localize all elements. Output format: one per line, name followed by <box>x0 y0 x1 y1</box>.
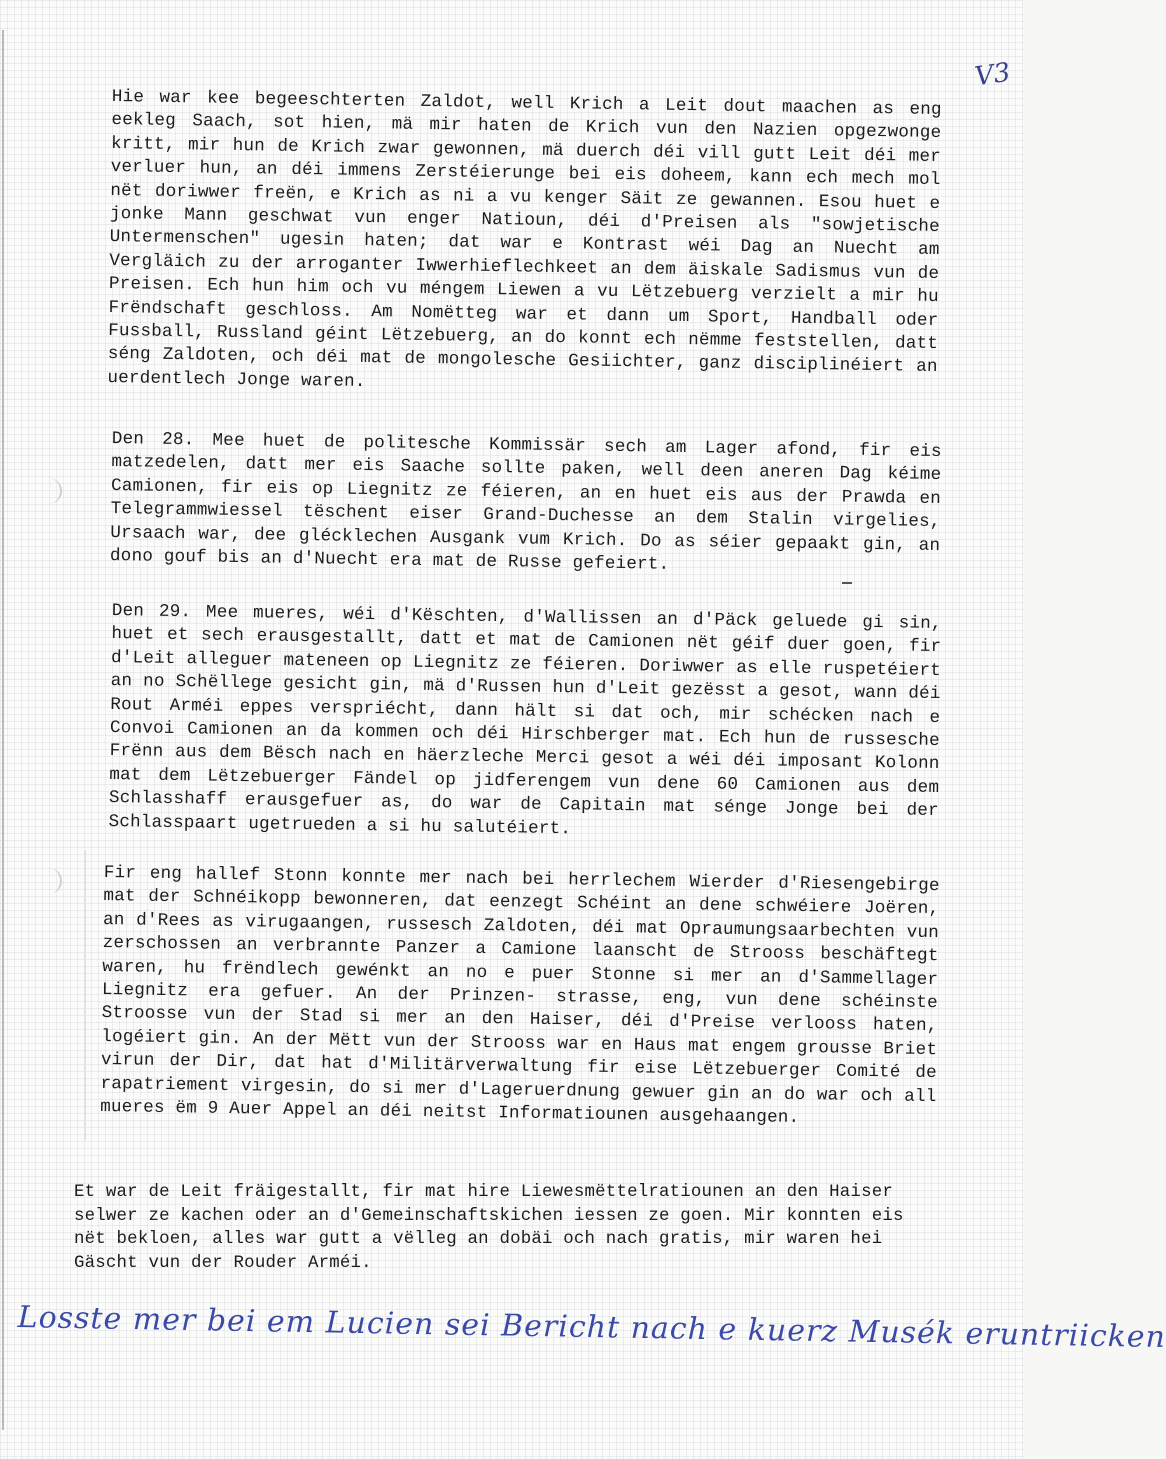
handwritten-note: Losste mer bei em Lucien sei Bericht nach e kuerz Musék eruntriicken <box>17 1300 1166 1356</box>
paragraph-3: Den 29. Mee mueres, wéi d'Këschten, d'Wallissen an d'Päck geluede gi sin, huet et sech erausgestallt, datt et mat de Camionen nët géif duer goen, fir d'Leit alleguer mateneen op Liegnitz ze féieren. Doriwwer as elle ruspetéiert an no Schëllege gesicht gin, mä d'Russen hun d'Leit gezësst a gesot, wann déi Rout Arméi eppes verspriécht, dann hält si dat och, mir schécken nach e Convoi Camionen an da kommen och déi Hirschberger mat. Ech hun de russesche Frënn aus dem Bësch nach en häerzleche Merci gesot a wéi déi imposant Kolonn mat dem Lëtzebuerger Fändel op jidferengem vun dene 60 Camionen aus dem Schlasshaff erausgefuer as, do war de Capitain mat sénge Jonge bei der Schlasspaart ugetrueden a si hu salutéiert. <box>108 600 942 839</box>
stray-mark <box>842 582 852 584</box>
paragraph-4: Fir eng hallef Stonn konnte mer nach bei herrlechem Wierder d'Riesengebirge mat der Schnéikopp bewonneren, dat eenzegt Schéint an dene schwéiere Joëren, an d'Rees as virugaangen, russesch Zaldoten, déi mat Opraumungsaarbechten vun zerschossen an verbrannte Panzer a Camione laanscht de Strooss beschäftegt waren, hu frëndlech gewénkt an no e puer Stonne si mer an d'Sammellager Liegnitz era gefuer. An der Prinzen- strasse, eng, vun dene schéinste Stroosse vun der Stad si mer an den Haiser, déi d'Preise verlooss haten, logéiert gin. An der Mëtt vun der Strooss war en Haus mat engem grousse Briet virun der Dir, dat hat d'Militärverwaltung fir eise Lëtzebuerger Comité de rapatriement virgesin, do si mer d'Lageruerdnung gewuer gin an do war och all mueres ëm 9 Auer Appel an déi neitst Informatiounen ausgehaangen. <box>99 862 940 1129</box>
page-number-mark: V3 <box>973 57 1013 93</box>
paragraph-5: Et war de Leit fräigestallt, fir mat hire Liewesmëttelratiounen an den Haiser selwer ze kachen oder an d'Gemeinschaftskichen iessen ze goen. Mir konnten eis nët bekloen, alles war gutt a vëlleg an dobäi och nach gratis, mir waren hei Gäscht vun der Rouder Arméi. <box>74 1183 904 1273</box>
page-edge <box>2 30 4 1430</box>
punch-hole-mark <box>46 478 62 504</box>
paragraph-2: Den 28. Mee huet de politesche Kommissär sech am Lager afond, fir eis matzedelen, datt mer eis Saache sollte paken, well deen aneren Dag kéime Camionen, fir eis op Liegnitz ze féieren, an en huet eis aus der Prawda en Telegrammwiessel tëschent eiser Grand-Duchesse an dem Stalin virgelies, Ursaach war, dee glécklechen Ausgank vum Krich. Do as séier gepaakt gin, an dono gouf bis an d'Nuecht era mat de Russe gefeiert. <box>109 428 942 575</box>
punch-hole-mark <box>46 868 62 894</box>
paragraph-1: Hie war kee begeeschterten Zaldot, well Krich a Leit dout maachen as eng eekleg Saach, sot hien, mä mir haten de Krich vun den Nazien opgezwonge kritt, mir hun de Krich zwar gewonnen, mä duerch déi vill gutt Leit déi mer verluer hun, an déi immens Zerstéierunge bei eis doheem, kann ech mech mol nët doriwwer freën, e Krich as ni a vu kenger Säit ze gewannen. Esou huet e jonke Mann geschwat vun enger Natioun, déi d'Preisen als "sowjetische Untermenschen" ugesin haten; dat war e Kontrast wéi Dag an Nuecht am Vergläich zu der arroganter Iwwerhieflechkeet an dem äiskale Sadismus vun de Preisen. Ech hun him och vu méngem Liewen a vu Lëtzebuerg verzielt a mir hu Frëndschaft geschloss. Am Nomëtteg war et dann um Sport, Handball oder Fussball, Russland géint Lëtzebuerg, an do konnt ech nëmme feststellen, datt séng Zaldoten, och déi mat de mongolesche Gesiichter, ganz disciplinéiert an uerdentlech Jonge waren. <box>107 86 942 392</box>
margin-line <box>84 850 86 1140</box>
